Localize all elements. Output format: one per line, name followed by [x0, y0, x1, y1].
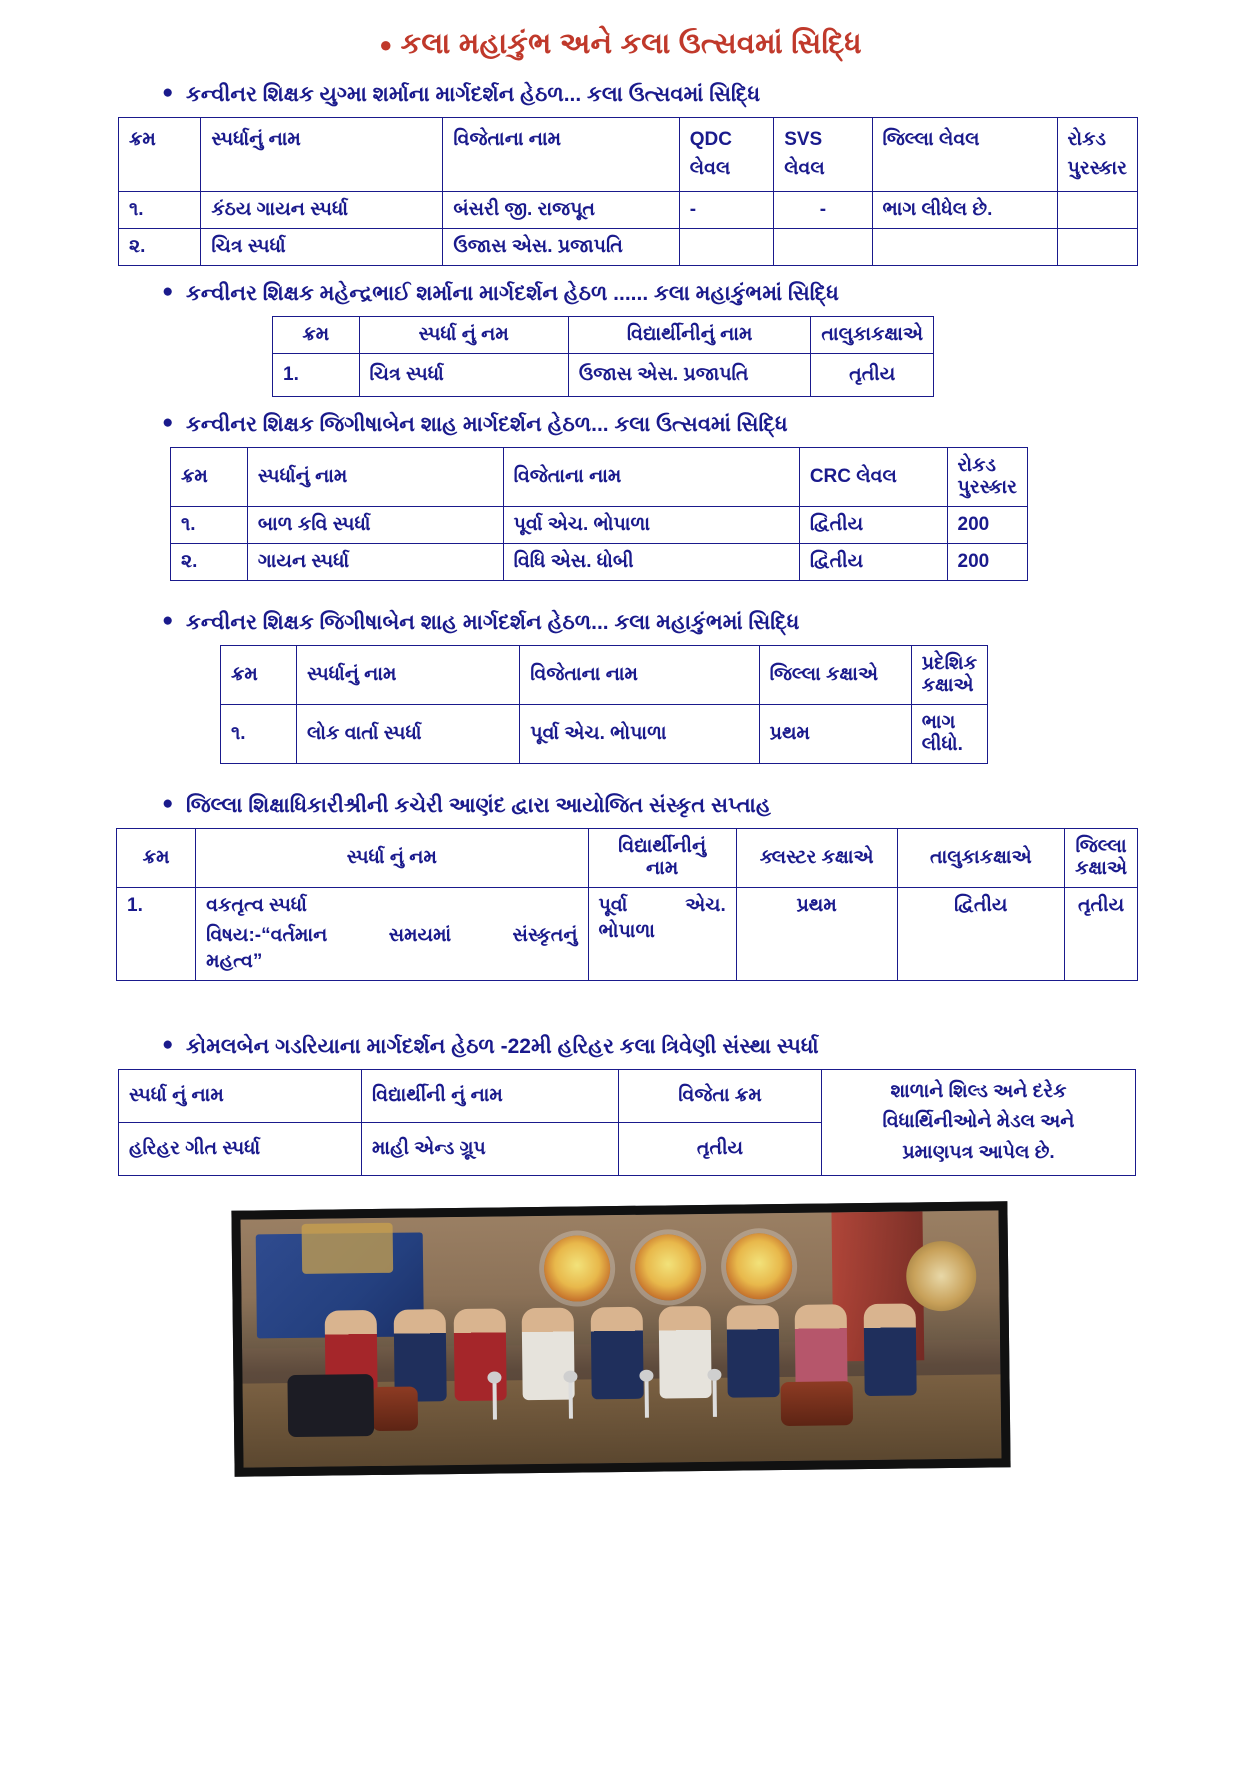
cell-district: [872, 228, 1057, 265]
col-header-no: ક્રમ: [119, 118, 201, 192]
floral-decoration-icon: [543, 1235, 610, 1302]
cell-qdc: -: [679, 191, 773, 228]
cell-cash: [1057, 228, 1137, 265]
cell-event: ચિત્ર સ્પર્ધા: [359, 353, 568, 396]
table-header-row: [171, 447, 1028, 506]
microphone-icon: [492, 1380, 496, 1420]
col-header-event: સ્પર્ધા નું નમ: [196, 828, 588, 887]
floral-decoration-icon: [725, 1233, 792, 1300]
floral-decoration-icon: [634, 1234, 701, 1301]
table-row: [119, 191, 1138, 228]
col-header-winner: વિજેતાના નામ: [503, 447, 799, 506]
section-heading-1: ● કન્વીનર શિક્ષક યુગ્મા શર્માના માર્ગદર્શન હેઠળ... કલા ઉત્સવમાં સિદ્ધિ: [162, 82, 761, 106]
cell-no: ૨.: [119, 228, 201, 265]
table-header-row: [221, 645, 988, 704]
performer: [726, 1305, 779, 1398]
cell-qdc: [679, 228, 773, 265]
col-header-crc: CRC લેવલ: [799, 447, 947, 506]
col-header-regional: પ્રદેશિક કક્ષાએ: [911, 645, 987, 704]
col-header-district: જિલ્લા લેવલ: [872, 118, 1057, 192]
bullet-icon: ●: [162, 82, 174, 103]
col-header-student: વિદ્યાર્થીનીનું નામ: [588, 828, 736, 887]
cell-crc: દ્વિતીય: [799, 543, 947, 580]
col-header-district: જિલ્લા કક્ષાએ: [1065, 828, 1138, 887]
tabla-icon: [371, 1387, 418, 1432]
section-heading-3: ● કન્વીનર શિક્ષક જિગીષાબેન શાહ માર્ગદર્શન હેઠળ... કલા ઉત્સવમાં સિદ્ધિ: [162, 411, 788, 436]
col-header-event: સ્પર્ધાનું નામ: [247, 447, 503, 506]
table-row: [171, 506, 1028, 543]
bullet-icon: ●: [162, 609, 174, 631]
microphone-icon: [712, 1377, 716, 1417]
cell-winner: બંસરી જી. રાજપૂત: [443, 191, 679, 228]
col-header-student: વિદ્યાર્થીનીનું નામ: [568, 316, 811, 353]
cell-district: ભાગ લીધેલ છે.: [872, 191, 1057, 228]
bullet-icon: ●: [162, 280, 174, 302]
cell-no: ૨.: [171, 543, 248, 580]
cell-student: પૂર્વા એચ. ભોપાળા: [588, 887, 736, 980]
table-header-row: [119, 1069, 1136, 1122]
bag: [287, 1374, 374, 1437]
cell-no: ૧.: [221, 704, 297, 763]
cell-award-note: શાળાને શિલ્ડ અને દરેક વિધાર્થિનીઓને મેડલ અને પ્રમાણપત્ર આપેલ છે.: [822, 1069, 1136, 1175]
col-header-student: વિદ્યાર્થીની નું નામ: [362, 1069, 619, 1122]
col-header-cash: રોકડ પુરસ્કાર: [1057, 118, 1137, 192]
cell-rank: તૃતીય: [619, 1122, 822, 1175]
col-header-rank: વિજેતા ક્રમ: [619, 1069, 822, 1122]
document-page: [0, 28, 1241, 1783]
cell-event: વકતૃત્વ સ્પર્ધા વિષય:-“વર્તમાન સમયમાં સંસ્કૃતનું મહત્વ”: [196, 887, 588, 980]
cell-winner: ઉજાસ એસ. પ્રજાપતિ: [443, 228, 679, 265]
cell-svs: [774, 228, 872, 265]
cell-regional: ભાગ લીધો.: [911, 704, 987, 763]
table-sanskrit-saptah: [116, 828, 1138, 981]
cell-svs: -: [774, 191, 872, 228]
section-heading-2: ● કન્વીનર શિક્ષક મહેન્દ્રભાઈ શર્માના માર્ગદર્શન હેઠળ ...... કલા મહાકુંભમાં સિદ્ધિ: [162, 280, 839, 305]
cell-event: હરિહર ગીત સ્પર્ધા: [119, 1122, 362, 1175]
col-header-district: જિલ્લા કક્ષાએ: [759, 645, 911, 704]
school-emblem-icon: [906, 1240, 977, 1311]
cell-taluka: દ્વિતીય: [897, 887, 1065, 980]
bullet-icon: ●: [162, 411, 174, 433]
cell-no: 1.: [117, 887, 196, 980]
dholak-icon: [780, 1382, 853, 1427]
col-header-no: ક્રમ: [171, 447, 248, 506]
table-header-row: [273, 316, 934, 353]
col-header-taluka: તાલુકાકક્ષાએ: [897, 828, 1065, 887]
cell-district: પ્રથમ: [759, 704, 911, 763]
col-header-qdc: QDC લેવલ: [679, 118, 773, 192]
col-header-winner: વિજેતાના નામ: [520, 645, 759, 704]
performer: [658, 1305, 711, 1398]
section-heading-4: ● કન્વીનર શિક્ષક જિગીષાબેન શાહ માર્ગદર્શન હેઠળ... કલા મહાકુંભમાં સિદ્ધિ: [162, 609, 800, 634]
col-header-cluster: ક્લસ્ટર કક્ષાએ: [736, 828, 897, 887]
bullet-icon: ●: [162, 792, 174, 814]
col-header-svs: SVS લેવલ: [774, 118, 872, 192]
cell-student: માહી એન્ડ ગ્રૂપ: [362, 1122, 619, 1175]
table-header-row: [119, 118, 1138, 192]
cell-cluster: પ્રથમ: [736, 887, 897, 980]
performer: [522, 1307, 575, 1400]
col-header-no: ક્રમ: [117, 828, 196, 887]
cell-no: ૧.: [119, 191, 201, 228]
cell-district: તૃતીય: [1065, 887, 1138, 980]
microphone-icon: [568, 1379, 572, 1419]
cell-cash: 200: [947, 543, 1027, 580]
cell-student: ઉજાસ એસ. પ્રજાપતિ: [568, 353, 811, 396]
table-row: [221, 704, 988, 763]
cell-no: 1.: [273, 353, 360, 396]
col-header-no: ક્રમ: [221, 645, 297, 704]
col-header-no: ક્રમ: [273, 316, 360, 353]
cell-winner: પૂર્વા એચ. ભોપાળા: [503, 506, 799, 543]
backdrop-poster: [301, 1223, 393, 1274]
cell-winner: પૂર્વા એચ. ભોપાળા: [520, 704, 759, 763]
cell-event: ચિત્ર સ્પર્ધા: [201, 228, 443, 265]
bullet-icon: ●: [379, 32, 393, 58]
microphone-icon: [644, 1378, 648, 1418]
section-heading-6: ● કોમલબેન ગડરિયાના માર્ગદર્શન હેઠળ -22મી હરિહર કલા ત્રિવેણી સંસ્થા સ્પર્ધા: [162, 1033, 819, 1058]
table-row: [117, 887, 1138, 980]
table-header-row: [117, 828, 1138, 887]
cell-cash: [1057, 191, 1137, 228]
table-kala-utsav-jigisha: [170, 447, 1028, 581]
table-harihar-kala-triveni: [118, 1069, 1136, 1176]
performer: [590, 1306, 643, 1399]
col-header-event: સ્પર્ધા નું નમ: [359, 316, 568, 353]
table-row: [171, 543, 1028, 580]
cell-no: ૧.: [171, 506, 248, 543]
table-kala-mahakumbh-jigisha: [220, 645, 988, 764]
table-kala-mahakumbh-mahendra: [272, 316, 934, 397]
table-kala-utsav-yugma: [118, 117, 1138, 266]
photo-container: [0, 1206, 1241, 1472]
col-header-winner: વિજેતાના નામ: [443, 118, 679, 192]
page-title: ● કલા મહાકુંભ અને કલા ઉત્સવમાં સિદ્ધિ: [379, 28, 862, 60]
cell-cash: 200: [947, 506, 1027, 543]
cell-event: કંઠય ગાયન સ્પર્ધા: [201, 191, 443, 228]
bullet-icon: ●: [162, 1033, 174, 1055]
col-header-event: સ્પર્ધા નું નામ: [119, 1069, 362, 1122]
cell-event: બાળ કવિ સ્પર્ધા: [247, 506, 503, 543]
cell-winner: વિધિ એસ. ધોબી: [503, 543, 799, 580]
cell-taluka: તૃતીય: [811, 353, 934, 396]
cell-crc: દ્વિતીય: [799, 506, 947, 543]
table-row: [273, 353, 934, 396]
col-header-event: સ્પર્ધાનું નામ: [296, 645, 519, 704]
performer: [863, 1303, 916, 1396]
section-heading-5: ● જિલ્લા શિક્ષાધિકારીશ્રીની કચેરી આણંદ દ્વારા આયોજિત સંસ્કૃત સપ્તાહ: [162, 792, 771, 817]
cell-event: લોક વાર્તા સ્પર્ધા: [296, 704, 519, 763]
col-header-event: સ્પર્ધાનું નામ: [201, 118, 443, 192]
performer: [453, 1308, 506, 1401]
cell-event: ગાયન સ્પર્ધા: [247, 543, 503, 580]
col-header-taluka: તાલુકાકક્ષાએ: [811, 316, 934, 353]
table-row: [119, 228, 1138, 265]
stage-performance-photo: [231, 1201, 1010, 1476]
col-header-cash: રોકડ પુરસ્કાર: [947, 447, 1027, 506]
